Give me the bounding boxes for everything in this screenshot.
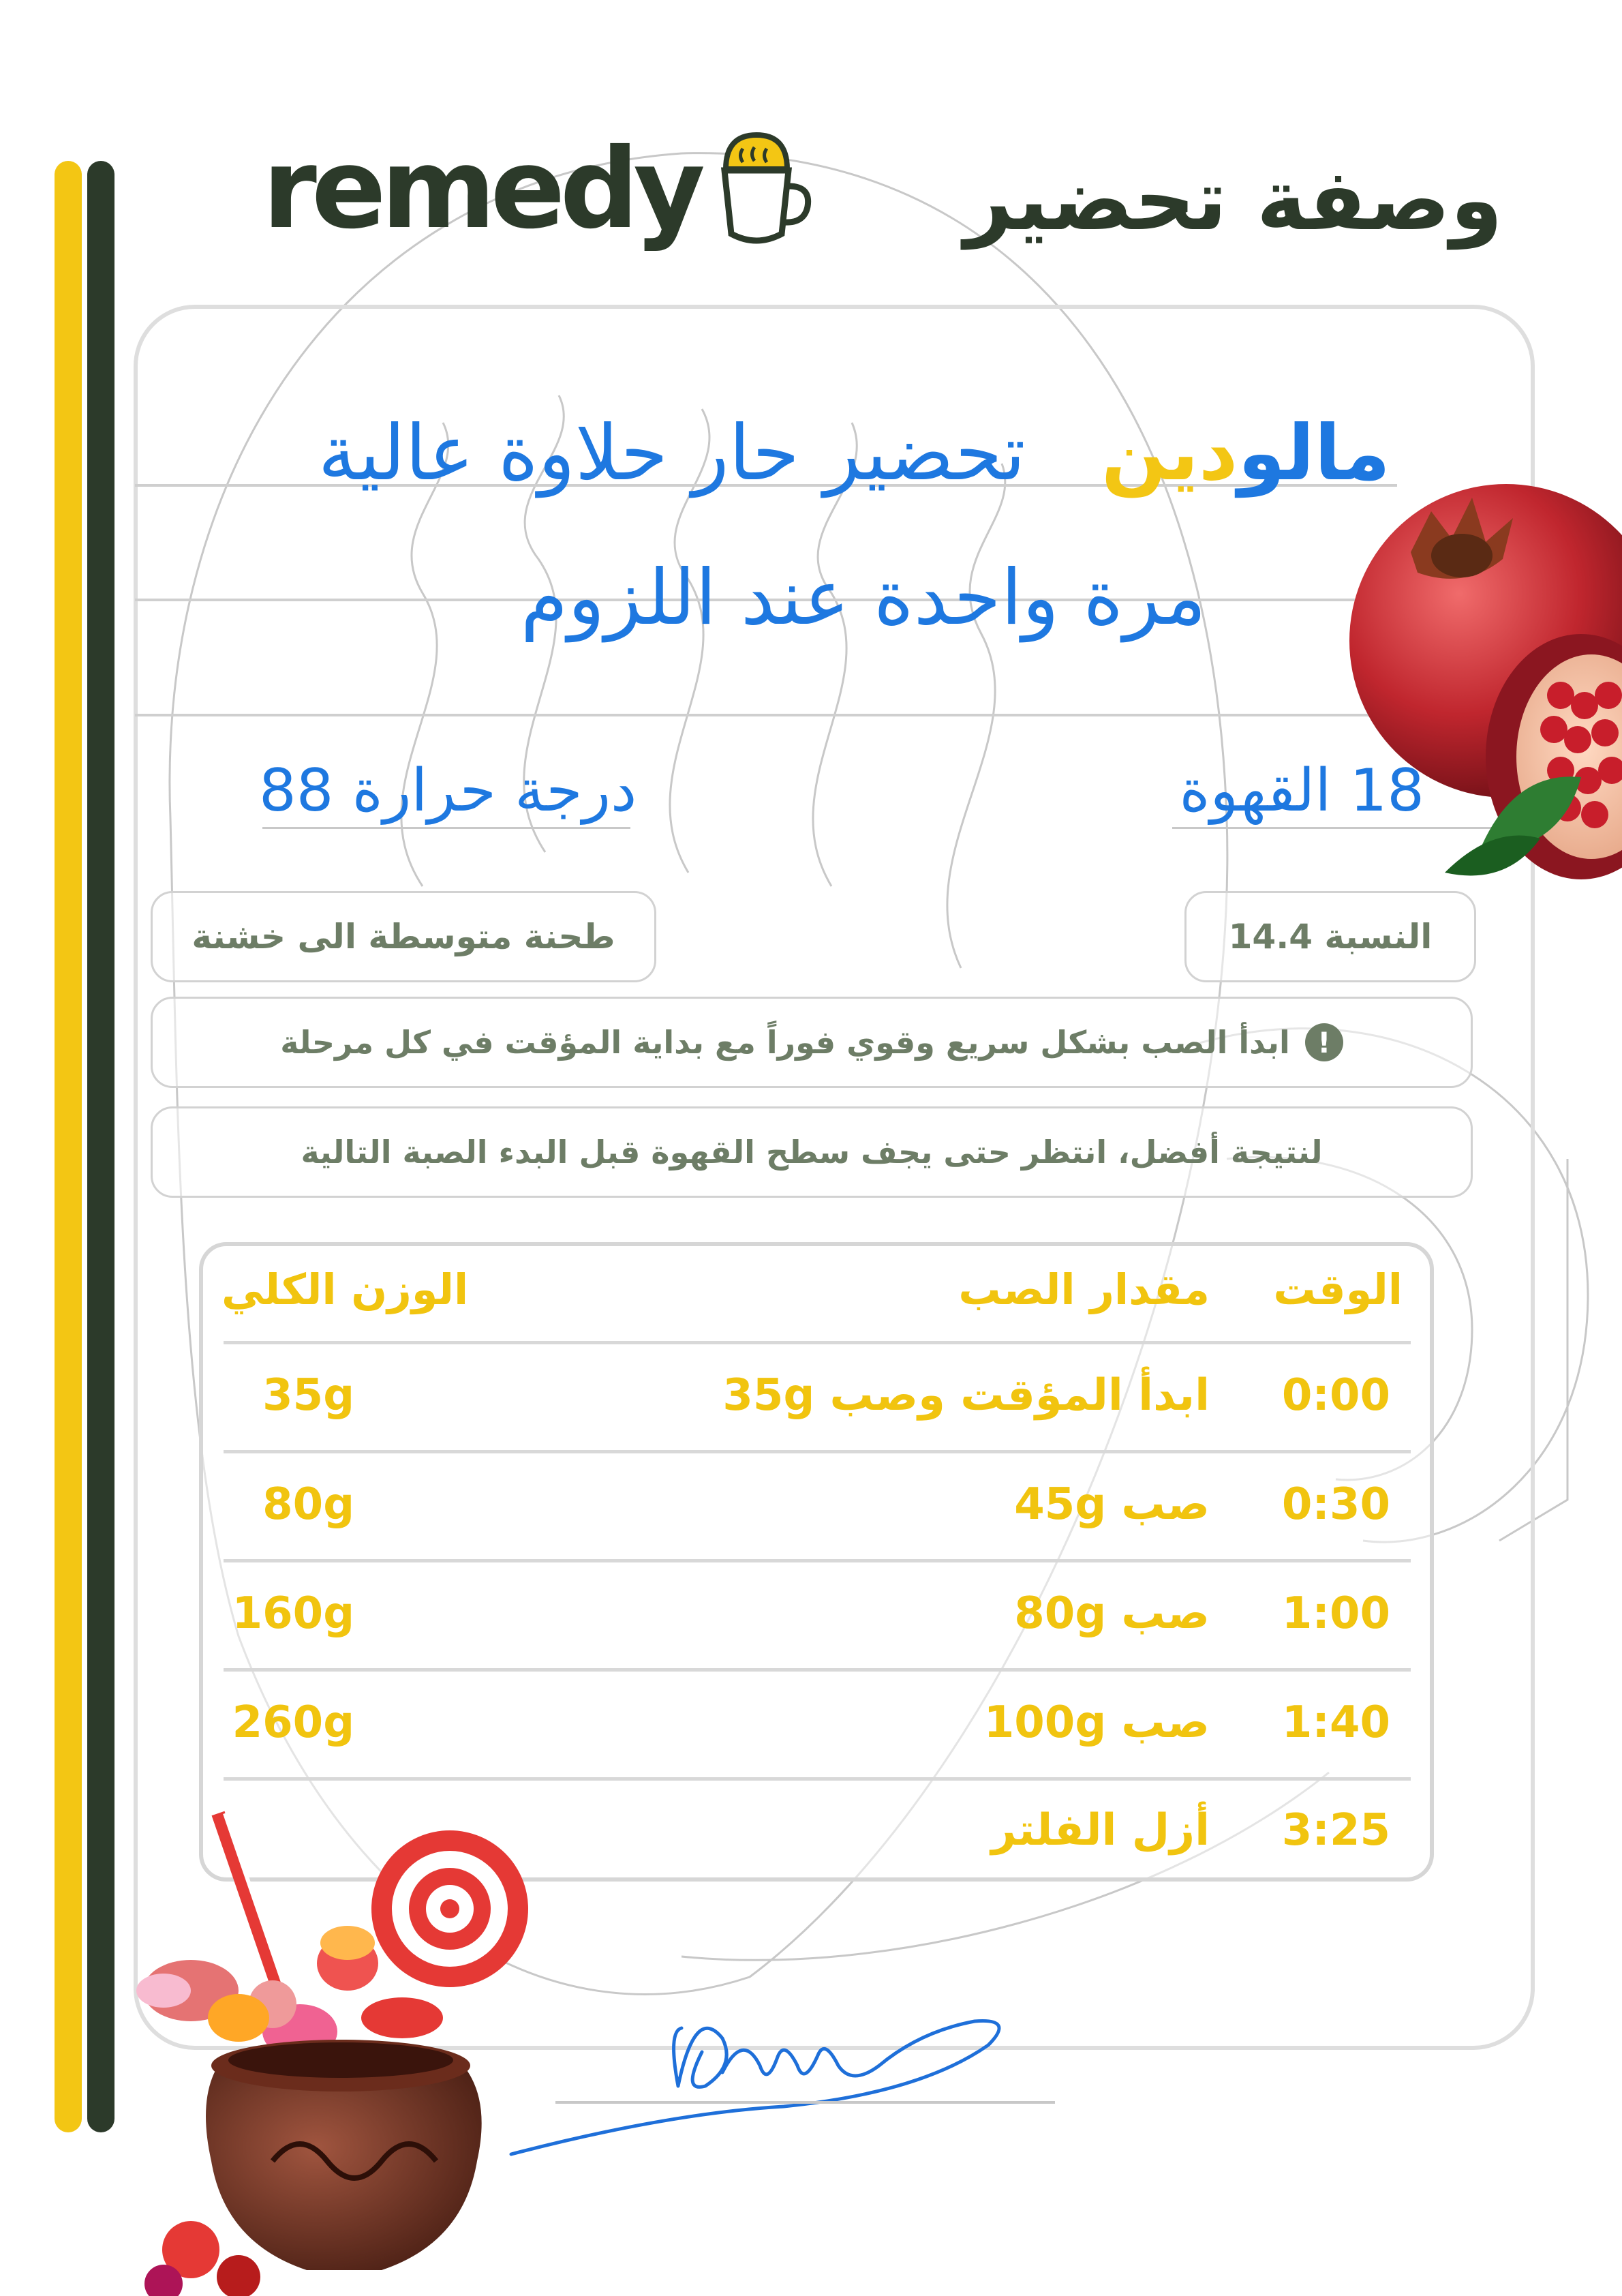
recipe-subtitle-line2: مرة واحدة عند اللزوم (520, 554, 1206, 642)
table-row-5-pour: أزل الفلتر (991, 1805, 1210, 1856)
grind-pill (151, 891, 656, 982)
table-row-1-pour: ابدأ المؤقت وصب 35g (722, 1370, 1210, 1421)
table-row-1-total: 35g (262, 1370, 354, 1421)
brand-logo (262, 121, 814, 258)
table-divider (224, 1450, 1411, 1453)
recipe-name-blue: مالو (1238, 409, 1390, 498)
tip-pill (151, 997, 1473, 1088)
title-rule-3 (135, 714, 1397, 716)
table-row-2-pour: صب 45g (1014, 1479, 1210, 1530)
exclamation-icon: ! (1305, 1023, 1343, 1061)
signature-image (498, 1991, 1043, 2168)
page-title: وصفة تحضير (964, 151, 1503, 250)
table-divider (224, 1668, 1411, 1672)
table-row-1-time: 0:00 (1281, 1370, 1390, 1421)
table-divider (224, 1341, 1411, 1344)
pomegranate-image (1336, 470, 1622, 920)
table-row-3-time: 1:00 (1281, 1588, 1390, 1639)
table-divider (224, 1559, 1411, 1562)
header-pour: مقدار الصب (958, 1265, 1210, 1314)
table-row-2-total: 80g (262, 1479, 354, 1530)
table-divider (224, 1777, 1411, 1781)
table-row-4-time: 1:40 (1281, 1697, 1390, 1748)
temperature: درجة حرارة 88 (259, 757, 637, 825)
signature-line (555, 2101, 1055, 2104)
coffee-cup-icon (712, 121, 814, 258)
temperature-underline (262, 827, 630, 829)
tip-text: ابدأ الصب بشكل سريع وقوي فوراً مع بداية المؤقت في كل مرحلة (280, 1024, 1290, 1061)
brand-wordmark: remedy (262, 125, 701, 254)
header-total: الوزن الكلي (221, 1265, 469, 1314)
advice-pill (151, 1106, 1473, 1198)
recipe-name-yellow: دين (1101, 409, 1238, 498)
table-row-5-time: 3:25 (1281, 1805, 1390, 1856)
ratio-text: النسبة 14.4 (1228, 917, 1433, 956)
table-row-4-total: 260g (232, 1697, 354, 1748)
advice-text: لنتيجة أفضل، انتظر حتى يجف سطح القهوة قبل البدء الصبة التالية (301, 1134, 1323, 1170)
table-row-2-time: 0:30 (1281, 1479, 1390, 1530)
table-row-4-pour: صب 100g (983, 1697, 1210, 1748)
recipe-title (318, 409, 1390, 498)
header-time: الوقت (1273, 1265, 1403, 1314)
table-row-3-total: 160g (232, 1588, 354, 1639)
coffee-amount: 18 القهوة (1179, 757, 1424, 825)
recipe-subtitle-line1: تحضير حار حلاوة عالية (318, 409, 1026, 498)
grind-text: طحنة متوسطة الى خشنة (192, 917, 615, 956)
table-row-3-pour: صب 80g (1014, 1588, 1210, 1639)
